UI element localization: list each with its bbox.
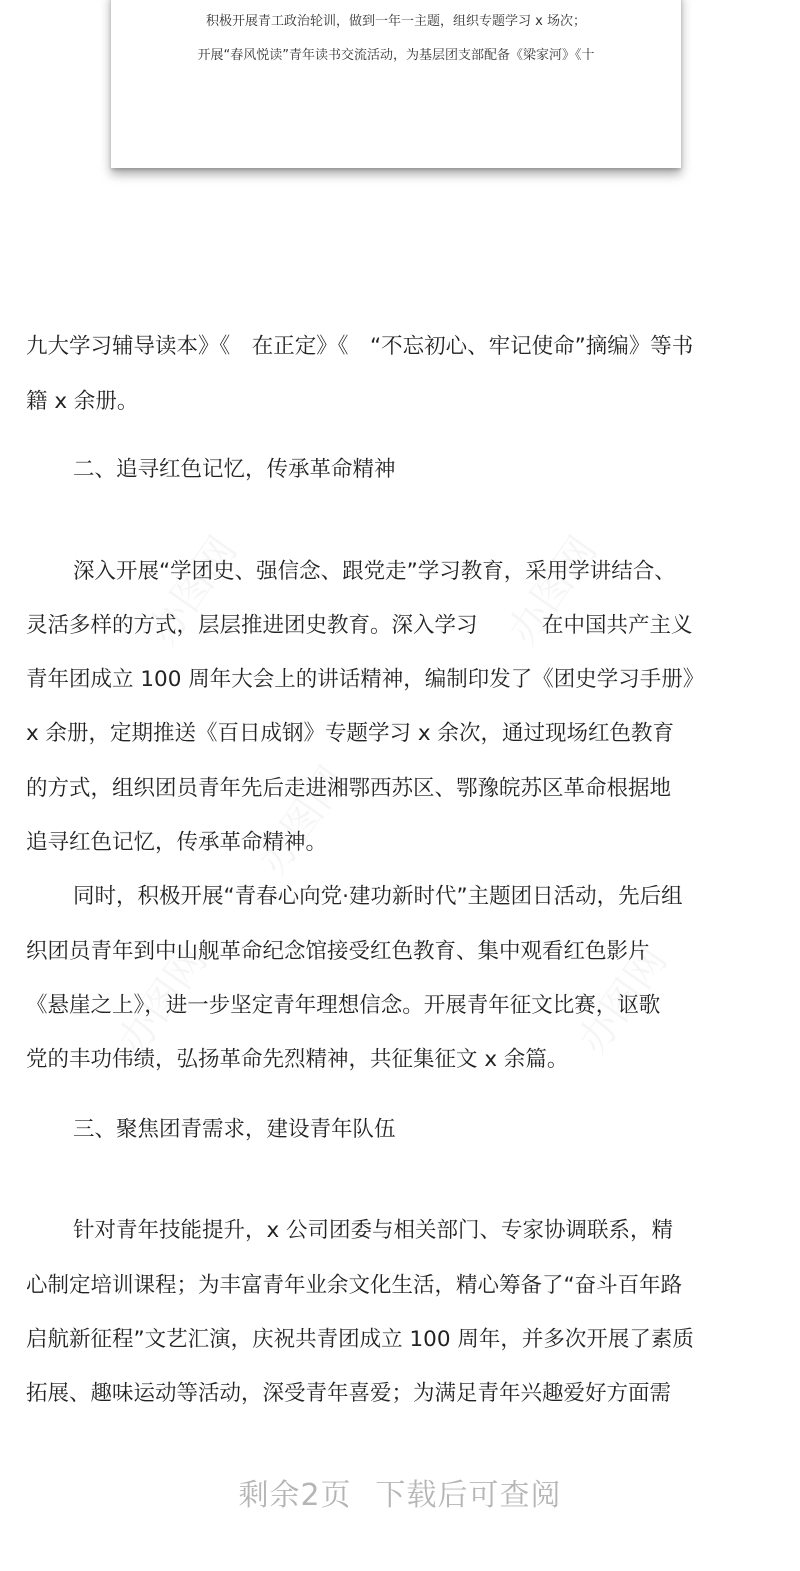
section-heading-3: 三、聚焦团青需求，建设青年队伍 [73, 1117, 396, 1142]
paragraph-line: 拓展、趣味运动等活动，深受青年喜爱；为满足青年兴趣爱好方面需 [26, 1381, 672, 1406]
paragraph-line: 针对青年技能提升，x 公司团委与相关部门、专家协调联系，精 [73, 1218, 674, 1243]
remaining-pages-label[interactable]: 剩余2页 [238, 1478, 352, 1513]
paragraph-line: x 余册，定期推送《百日成钢》专题学习 x 余次，通过现场红色教育 [26, 721, 674, 746]
preview-line-2: 开展“春风悦读”青年读书交流活动，为基层团支部配备《梁家河》《十 [197, 48, 595, 63]
preview-line-1: 积极开展青工政治轮训，做到一年一主题，组织专题学习 x 场次； [206, 14, 586, 29]
paragraph-line: 追寻红色记忆，传承革命精神。 [26, 830, 328, 855]
download-prompt[interactable] [0, 1470, 800, 1514]
paragraph-line: 织团员青年到中山舰革命纪念馆接受红色教育、集中观看红色影片 [26, 939, 650, 964]
paragraph-line: 青年团成立 100 周年大会上的讲话精神，编制印发了《团史学习手册》 [26, 667, 705, 692]
download-to-view-label[interactable]: 下载后可查阅 [375, 1478, 562, 1513]
paragraph-line: 深入开展“学团史、强信念、跟党走”学习教育，采用学讲结合、 [73, 559, 676, 584]
paragraph-line: 同时，积极开展“青春心向党·建功新时代”主题团日活动，先后组 [73, 884, 683, 909]
paragraph-line: 籍 x 余册。 [26, 389, 139, 414]
paragraph-line: 《悬崖之上》，进一步坚定青年理想信念。开展青年征文比赛，讴歌 [26, 993, 661, 1018]
paragraph-line: 九大学习辅导读本》《 在正定》《 “不忘初心、牢记使命”摘编》等书 [26, 334, 694, 359]
paragraph-line: 的方式，组织团员青年先后走进湘鄂西苏区、鄂豫皖苏区革命根据地 [26, 776, 672, 801]
preview-card [111, 0, 681, 168]
paragraph-line: 灵活多样的方式，层层推进团史教育。深入学习 在中国共产主义 [26, 613, 693, 638]
paragraph-line: 启航新征程”文艺汇演，庆祝共青团成立 100 周年，并多次开展了素质 [26, 1327, 694, 1352]
watermark [242, 753, 358, 884]
section-heading-2: 二、追寻红色记忆，传承革命精神 [73, 457, 396, 482]
paragraph-line: 心制定培训课程；为丰富青年业余文化生活，精心筹备了“奋斗百年路 [26, 1273, 683, 1298]
paragraph-line: 党的丰功伟绩，弘扬革命先烈精神，共征集征文 x 余篇。 [26, 1047, 569, 1072]
